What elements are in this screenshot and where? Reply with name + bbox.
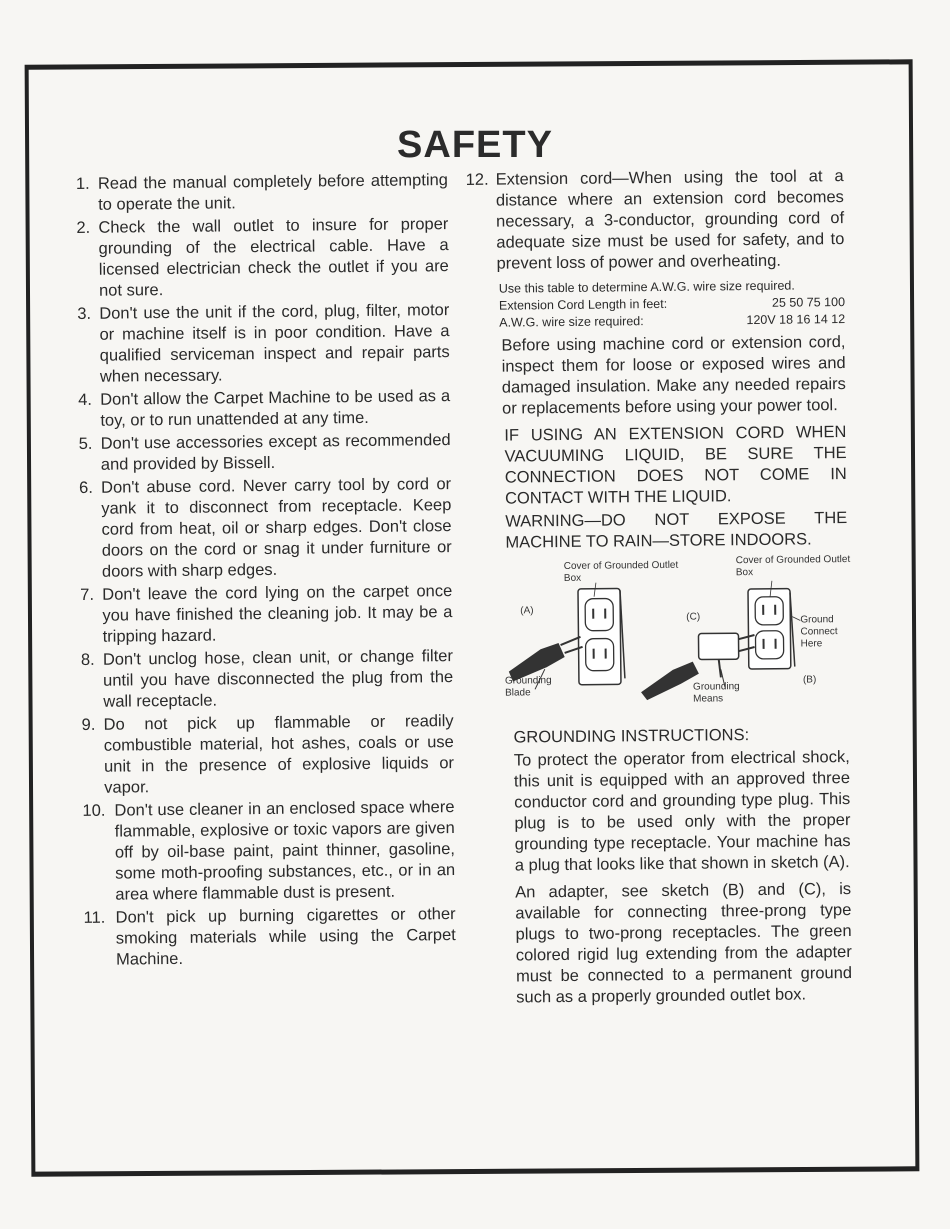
item-number: 9. [81, 715, 96, 734]
right-column [466, 166, 853, 1015]
sketch-c-label: (C) [686, 611, 701, 623]
item-number: 3. [77, 304, 92, 323]
safety-item [79, 430, 451, 476]
item-text: Extension cord—When using the tool at a distance where an extension cord becomes necessary, a 3-conductor, grounding cord of adequate size must be used for safety, and to prevent loss of power and overheating. [495, 167, 845, 273]
safety-item [79, 474, 452, 583]
item-text: Check the wall outlet to insure for proper grounding of the electrical cable. Have a licensed electrician check the outlet if you are not sure. [98, 215, 449, 300]
table-row [499, 311, 845, 332]
grounding-blade-label: Grounding Blade [504, 675, 552, 699]
page-title: SAFETY [397, 124, 553, 166]
safety-item [82, 797, 455, 906]
item-number: 8. [80, 650, 95, 669]
item-text: Do not pick up flammable or readily combustible material, hot ashes, coals or use unit in the presence of explosive liquids or vapor. [103, 712, 455, 797]
item-number: 7. [80, 585, 95, 604]
item-text: Don't pick up burning cigarettes or other smoking materials while using the Carpet Machine. [115, 905, 456, 969]
safety-item [81, 646, 454, 713]
left-column [76, 170, 456, 973]
item-text: Don't use the unit if the cord, plug, filter, motor or machine itself is in poor condition. Have a qualified serviceman inspect and repair parts when necessary. [99, 301, 450, 386]
safety-item [76, 170, 448, 216]
adapter-paragraph: An adapter, see sketch (B) and (C), is available for connecting three-prong type plugs to two-prong receptacles. The green colored rigid lug extending from the adapter must be connected to a permanent ground such as a properly grounded outlet box. [515, 880, 853, 1007]
table-values: 120V 18 16 14 12 [746, 312, 846, 328]
item-number: 10. [82, 801, 106, 820]
item-number: 12. [465, 170, 489, 190]
item-number: 5. [78, 434, 93, 453]
item-text: Don't abuse cord. Never carry tool by cord or yank it to disconnect from receptacle. Keep cord from heat, oil or sharp edges. Don't close doors on the cord or snag it under furniture or doors with sharp edges. [101, 475, 452, 581]
liquid-warning: IF USING AN EXTENSION CORD WHEN VACUUMING LIQUID, BE SURE THE CONNECTION DOES NOT COME IN CONTACT WITH THE LIQUID. [504, 423, 847, 508]
item-number: 2. [76, 218, 91, 237]
grounding-heading: GROUNDING INSTRUCTIONS: [513, 726, 750, 747]
table-intro: Use this table to determine A.W.G. wire size required. [498, 278, 795, 296]
item-text: Don't use cleaner in an enclosed space where flammable, explosive or toxic vapors are given off by oil-base paint, paint thinner, gasoline, some moth-proofing substances, etc., or in an area where flammable dust is present. [114, 798, 456, 904]
table-label: A.W.G. wire size required: [499, 314, 644, 330]
wire-size-table [499, 277, 846, 332]
cover-b-label: Cover of Grounded Outlet Box [735, 553, 851, 579]
grounding-paragraph: To protect the operator from electrical shock, this unit is equipped with an approved three conductor cord and grounding type plug. This plug is to be used only with the proper grounding type receptacle. Your machine has a plug that looks like that shown in sketch (A). [513, 748, 851, 875]
safety-item-12 [466, 166, 845, 275]
table-label: Extension Cord Length in feet: [498, 296, 668, 313]
rain-warning: WARNING—DO NOT EXPOSE THE MACHINE TO RAIN—STORE INDOORS. [505, 509, 848, 552]
safety-item [81, 711, 454, 799]
safety-item [84, 904, 457, 971]
grounding-diagram [500, 553, 852, 712]
outlet-a-drawing [578, 588, 625, 684]
ground-connect-label: Ground Connect Here [800, 614, 838, 650]
cover-a-label: Cover of Grounded Outlet Box [563, 559, 679, 584]
item-text: Don't leave the cord lying on the carpet once you have finished the cleaning job. It may be a tripping hazard. [102, 582, 453, 646]
outlet-b-drawing [748, 589, 795, 669]
item-number: 6. [79, 478, 93, 497]
item-number: 11. [83, 908, 106, 927]
inspect-paragraph: Before using machine cord or extension cord, inspect them for loose or exposed wires and damaged insulation. Make any needed repairs or replacements before using your power tool. [501, 333, 846, 418]
table-values: 25 50 75 100 [771, 295, 846, 310]
safety-item [78, 386, 450, 432]
item-text: Don't allow the Carpet Machine to be used as a toy, or to run unattended at any time. [100, 387, 451, 430]
safety-item [77, 300, 450, 388]
sketch-a-label: (A) [520, 605, 534, 617]
item-number: 1. [75, 174, 90, 193]
grounding-instructions [513, 724, 852, 1009]
safety-item [76, 214, 449, 302]
item-text: Don't unclog hose, clean unit, or change filter until you have disconnected the plug from the wall receptacle. [102, 647, 454, 711]
item-text: Read the manual completely before attempting to operate the unit. [97, 171, 449, 214]
sketch-b-label: (B) [802, 674, 817, 686]
item-text: Don't use accessories except as recommended and provided by Bissell. [100, 431, 451, 474]
safety-item [80, 581, 453, 648]
grounding-means-label: Grounding Means [692, 681, 740, 705]
item-number: 4. [78, 390, 93, 409]
